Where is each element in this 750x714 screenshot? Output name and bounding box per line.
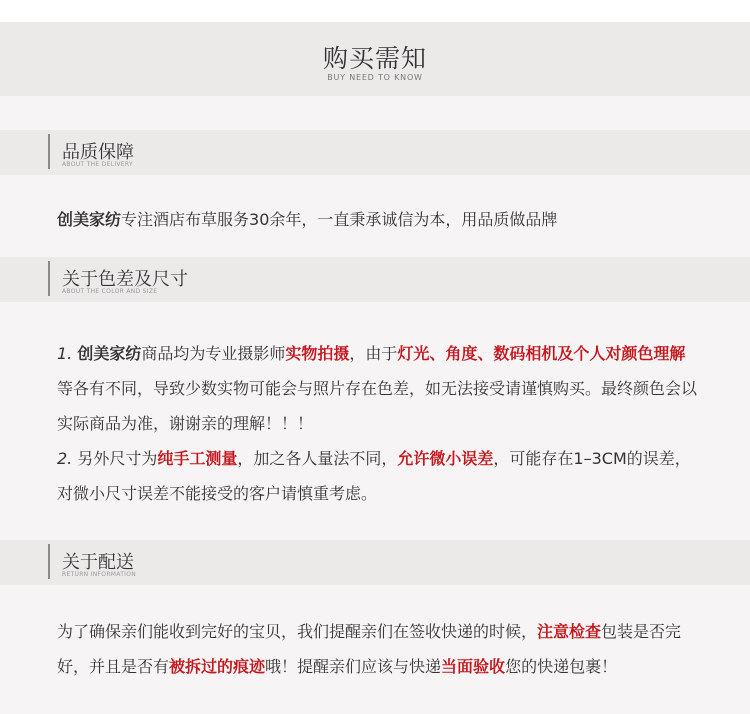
highlight-text: 实物拍摄 [285,344,350,363]
section-title: 品质保障 [62,142,134,163]
brand-name: 创美家纺 [57,210,122,229]
color-paragraph-1 [57,336,697,441]
top-margin [0,0,750,22]
quality-text [57,202,697,237]
section-subtitle: ABOUT THE DELIVERY [62,161,133,168]
section-divider-bar [48,544,50,579]
highlight-text: 灯光、角度、数码相机及个人对颜色理解 [397,344,686,363]
text-span: 您的快递包裹！ [505,657,618,676]
text-span: ，可能存在1–3CM的误差，对微小尺寸误差不能接受的客户请慎重考虑。 [57,449,691,503]
section-title: 关于色差及尺寸 [62,269,188,290]
highlight-text: 注意检查 [537,622,602,641]
text-span: ，由于 [349,344,398,363]
brand-name: 创美家纺 [77,344,142,363]
highlight-text: 当面验收 [441,657,506,676]
list-number: 2. [57,449,78,468]
text-span: 商品均为专业摄影师 [141,344,286,363]
text-span: 哦！提醒亲们应该与快递 [265,657,442,676]
highlight-text: 被拆过的痕迹 [169,657,266,676]
text-span: 为了确保亲们能收到完好的宝贝，我们提醒亲们在签收快递的时候， [57,622,538,641]
text-span: 等各有不同，导致少数实物可能会与照片存在色差，如无法接受请谨慎购买。最终颜色会以实际商品为准，谢谢亲的理解！！！ [57,379,698,433]
page-title: 购买需知 [322,44,427,73]
text-span: 专注酒店布草服务30余年，一直秉承诚信为本，用品质做品牌 [121,210,558,229]
section-divider-bar [48,134,50,169]
text-span: 包装是否完好，并且是否有 [57,622,682,676]
text-span: ，加之各人量法不同， [237,449,398,468]
text-span: 另外尺寸为 [77,449,158,468]
delivery-paragraph [57,614,697,684]
list-number: 1. [57,344,78,363]
header-banner [0,22,750,96]
section-subtitle: RETURN INFORMATION [62,571,137,578]
color-paragraph-2 [57,441,697,511]
page-subtitle: BUY NEED TO KNOW [327,73,423,82]
section-title: 关于配送 [62,552,134,573]
section-subtitle: ABOUT THE COLOR AND SIZE [62,288,158,295]
section-divider-bar [48,261,50,296]
section-quality-header [0,130,750,175]
highlight-text: 纯手工测量 [157,449,238,468]
highlight-text: 允许微小误差 [397,449,494,468]
section-delivery-header [0,540,750,585]
section-color-header [0,257,750,302]
